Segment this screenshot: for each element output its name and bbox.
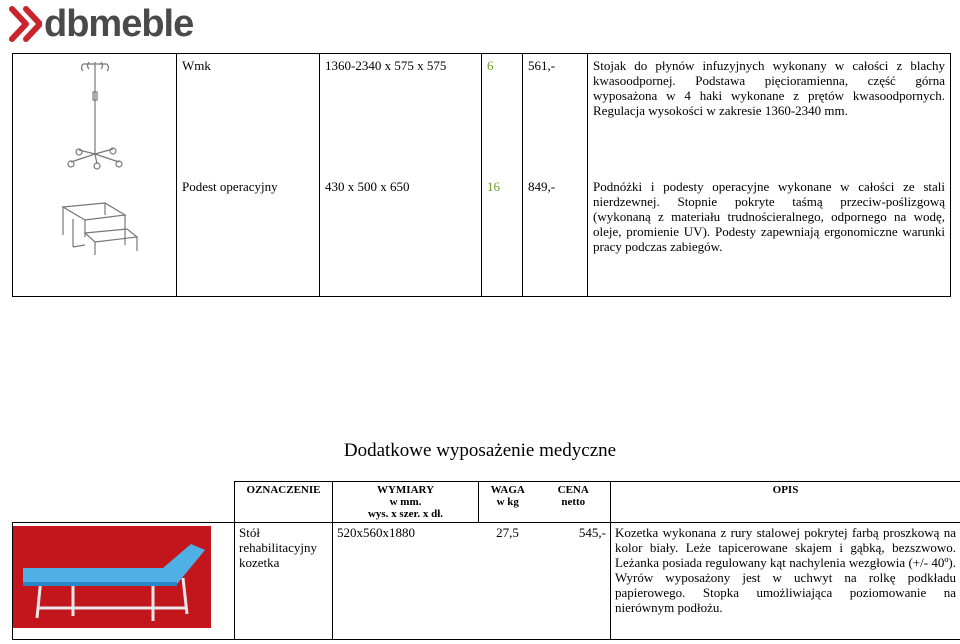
operating-step-icon <box>13 175 177 293</box>
header-price-line2: netto <box>561 496 586 508</box>
product-qty: 6 <box>482 54 523 176</box>
rehab-couch-photo <box>13 526 211 628</box>
product-desc: Kozetka wykonana z rury stalowej pokrytej farbą proszkową na kolor biały. Leże tapicerowane skajem i gąbką, bezszwowo. Leżanka posiada regulowany kąt nachylenia wezgłowia (+/- 40º). Wyrów wyposażony jest w uchwyt na rolkę podkładu papierowego. Stopka umożliwiająca poziomowanie na nierównym podłożu. <box>611 523 960 640</box>
header-desc: OPIS <box>611 482 960 523</box>
product-desc: Podnóżki i podesty operacyjne wykonane w całości ze stali nierdzewnej. Stopnie pokryte taśmą przeciw-poślizgową (wykonaną z materiału trudnościeralnego, odpornego na wodę, oleje, promienie UV). Podesty zapewniają ergonomiczne warunki pracy podczas zabiegów. <box>588 175 951 297</box>
product-desc: Stojak do płynów infuzyjnych wykonany w całości z blachy kwasoodpornej. Podstawa pięcioramienna, część górna wyposażona w 4 haki wykonane z prętów kwasoodpornych. Regulacja wysokości w zakresie 1360-2340 mm. <box>588 54 951 176</box>
header-weight <box>479 482 537 523</box>
section-title: Dodatkowe wyposażenie medyczne <box>343 440 617 461</box>
product-dims: 1360-2340 x 575 x 575 <box>320 54 482 176</box>
product-price: 545,- <box>537 523 611 640</box>
header-price <box>537 482 611 523</box>
product-dims: 520x560x1880 <box>333 523 479 640</box>
header-price-line1: CENA <box>557 484 589 496</box>
product-image-cell <box>13 175 177 297</box>
product-name: Stół rehabilitacyjny kozetka <box>235 523 333 640</box>
header-empty <box>13 482 235 523</box>
header-weight-line1: WAGA <box>490 484 525 496</box>
product-image-cell <box>13 523 235 640</box>
header-weight-line2: w kg <box>496 496 519 508</box>
product-price: 561,- <box>523 54 588 176</box>
product-name: Wmk <box>177 54 320 176</box>
dbmeble-logo-icon <box>8 5 42 43</box>
product-table <box>12 53 951 297</box>
product-price: 849,- <box>523 175 588 297</box>
table-row <box>13 523 960 640</box>
header-code: OZNACZENIE <box>235 482 333 523</box>
logo-text: dbmeble <box>44 3 194 45</box>
header-dims-line2: w mm. <box>389 496 422 508</box>
product-weight: 27,5 <box>479 523 537 640</box>
header-dims <box>333 482 479 523</box>
product-dims: 430 x 500 x 650 <box>320 175 482 297</box>
header-dims-line3: wys. x szer. x dł. <box>367 508 444 520</box>
product-image-cell <box>13 54 177 176</box>
table-row <box>13 54 951 176</box>
infusion-stand-icon <box>13 54 177 172</box>
product-qty: 16 <box>482 175 523 297</box>
equipment-table <box>12 481 960 640</box>
product-name: Podest operacyjny <box>177 175 320 297</box>
table-header-row <box>13 482 960 523</box>
table-row <box>13 175 951 297</box>
header-dims-line1: WYMIARY <box>376 484 435 496</box>
logo <box>8 2 193 46</box>
